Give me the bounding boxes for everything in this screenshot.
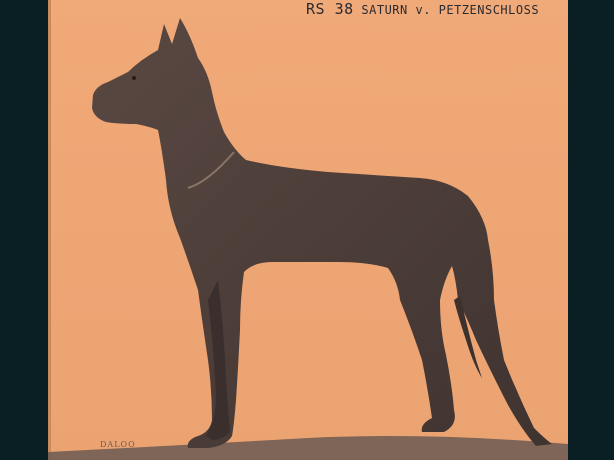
dog-eye <box>132 76 136 80</box>
dog-body <box>92 18 552 448</box>
great-dane-silhouette <box>48 0 568 460</box>
vintage-photo <box>48 0 568 460</box>
caption-dog-name: SATURN v. PETZENSCHLOSS <box>361 3 540 17</box>
photographer-signature: DALOO <box>100 440 136 449</box>
caption-registration: RS 38 <box>306 0 354 18</box>
